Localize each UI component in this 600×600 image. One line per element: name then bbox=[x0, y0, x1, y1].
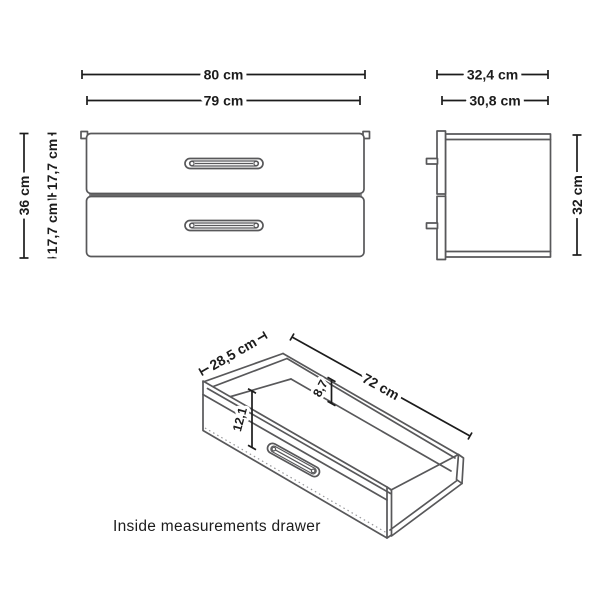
left-wall-inner-bottom bbox=[224, 379, 291, 399]
dim-label-top-drawer-height: 17,7 cm bbox=[44, 138, 60, 191]
dim-label-outer-width: 80 cm bbox=[203, 66, 244, 83]
drawer-front-bottom bbox=[87, 197, 365, 257]
right-end-cap bbox=[457, 455, 464, 484]
right-side-bottom-inner bbox=[390, 481, 457, 531]
dim-bottom-drawer-height bbox=[44, 200, 60, 258]
dim-side-outer-depth bbox=[437, 67, 548, 83]
front-view bbox=[81, 132, 370, 257]
right-side-top-rim bbox=[391, 455, 459, 491]
side-view bbox=[427, 131, 551, 260]
front-panel-face bbox=[203, 381, 387, 538]
dim-label-side-height: 32 cm bbox=[569, 175, 585, 215]
dim-side-inner-depth bbox=[442, 93, 548, 109]
dim-label-front-inside-height: 12,1 bbox=[230, 405, 250, 434]
caption-inside-measurements: Inside measurements drawer bbox=[113, 518, 321, 535]
dim-label-inside-depth: 28,5 cm bbox=[206, 333, 260, 374]
side-handle-bottom bbox=[427, 223, 438, 229]
dim-total-height bbox=[16, 134, 32, 259]
right-side-bottom-outer bbox=[392, 484, 463, 537]
dim-top-drawer-height bbox=[44, 134, 60, 197]
side-body bbox=[446, 134, 551, 257]
dim-inside-depth bbox=[199, 332, 267, 376]
back-wall-outer-rim bbox=[283, 354, 459, 456]
dim-label-inside-width: 72 cm bbox=[359, 369, 403, 404]
side-handle-top bbox=[427, 159, 438, 165]
dim-front-outer-width bbox=[82, 67, 365, 83]
dim-label-outer-depth: 32,4 cm bbox=[466, 66, 519, 83]
dim-label-inner-width: 79 cm bbox=[203, 92, 244, 109]
dim-front-inner-width bbox=[87, 93, 360, 109]
dim-label-total-height: 36 cm bbox=[16, 175, 32, 216]
dim-label-back-inside-height: 8,7 bbox=[310, 377, 331, 400]
dim-side-height bbox=[569, 135, 585, 255]
drawer-3d-view bbox=[199, 332, 472, 539]
dim-label-inner-depth: 30,8 cm bbox=[469, 92, 521, 109]
dim-label-bottom-drawer-height: 17,7 cm bbox=[44, 202, 60, 255]
dim-back-inside-height bbox=[310, 377, 335, 405]
